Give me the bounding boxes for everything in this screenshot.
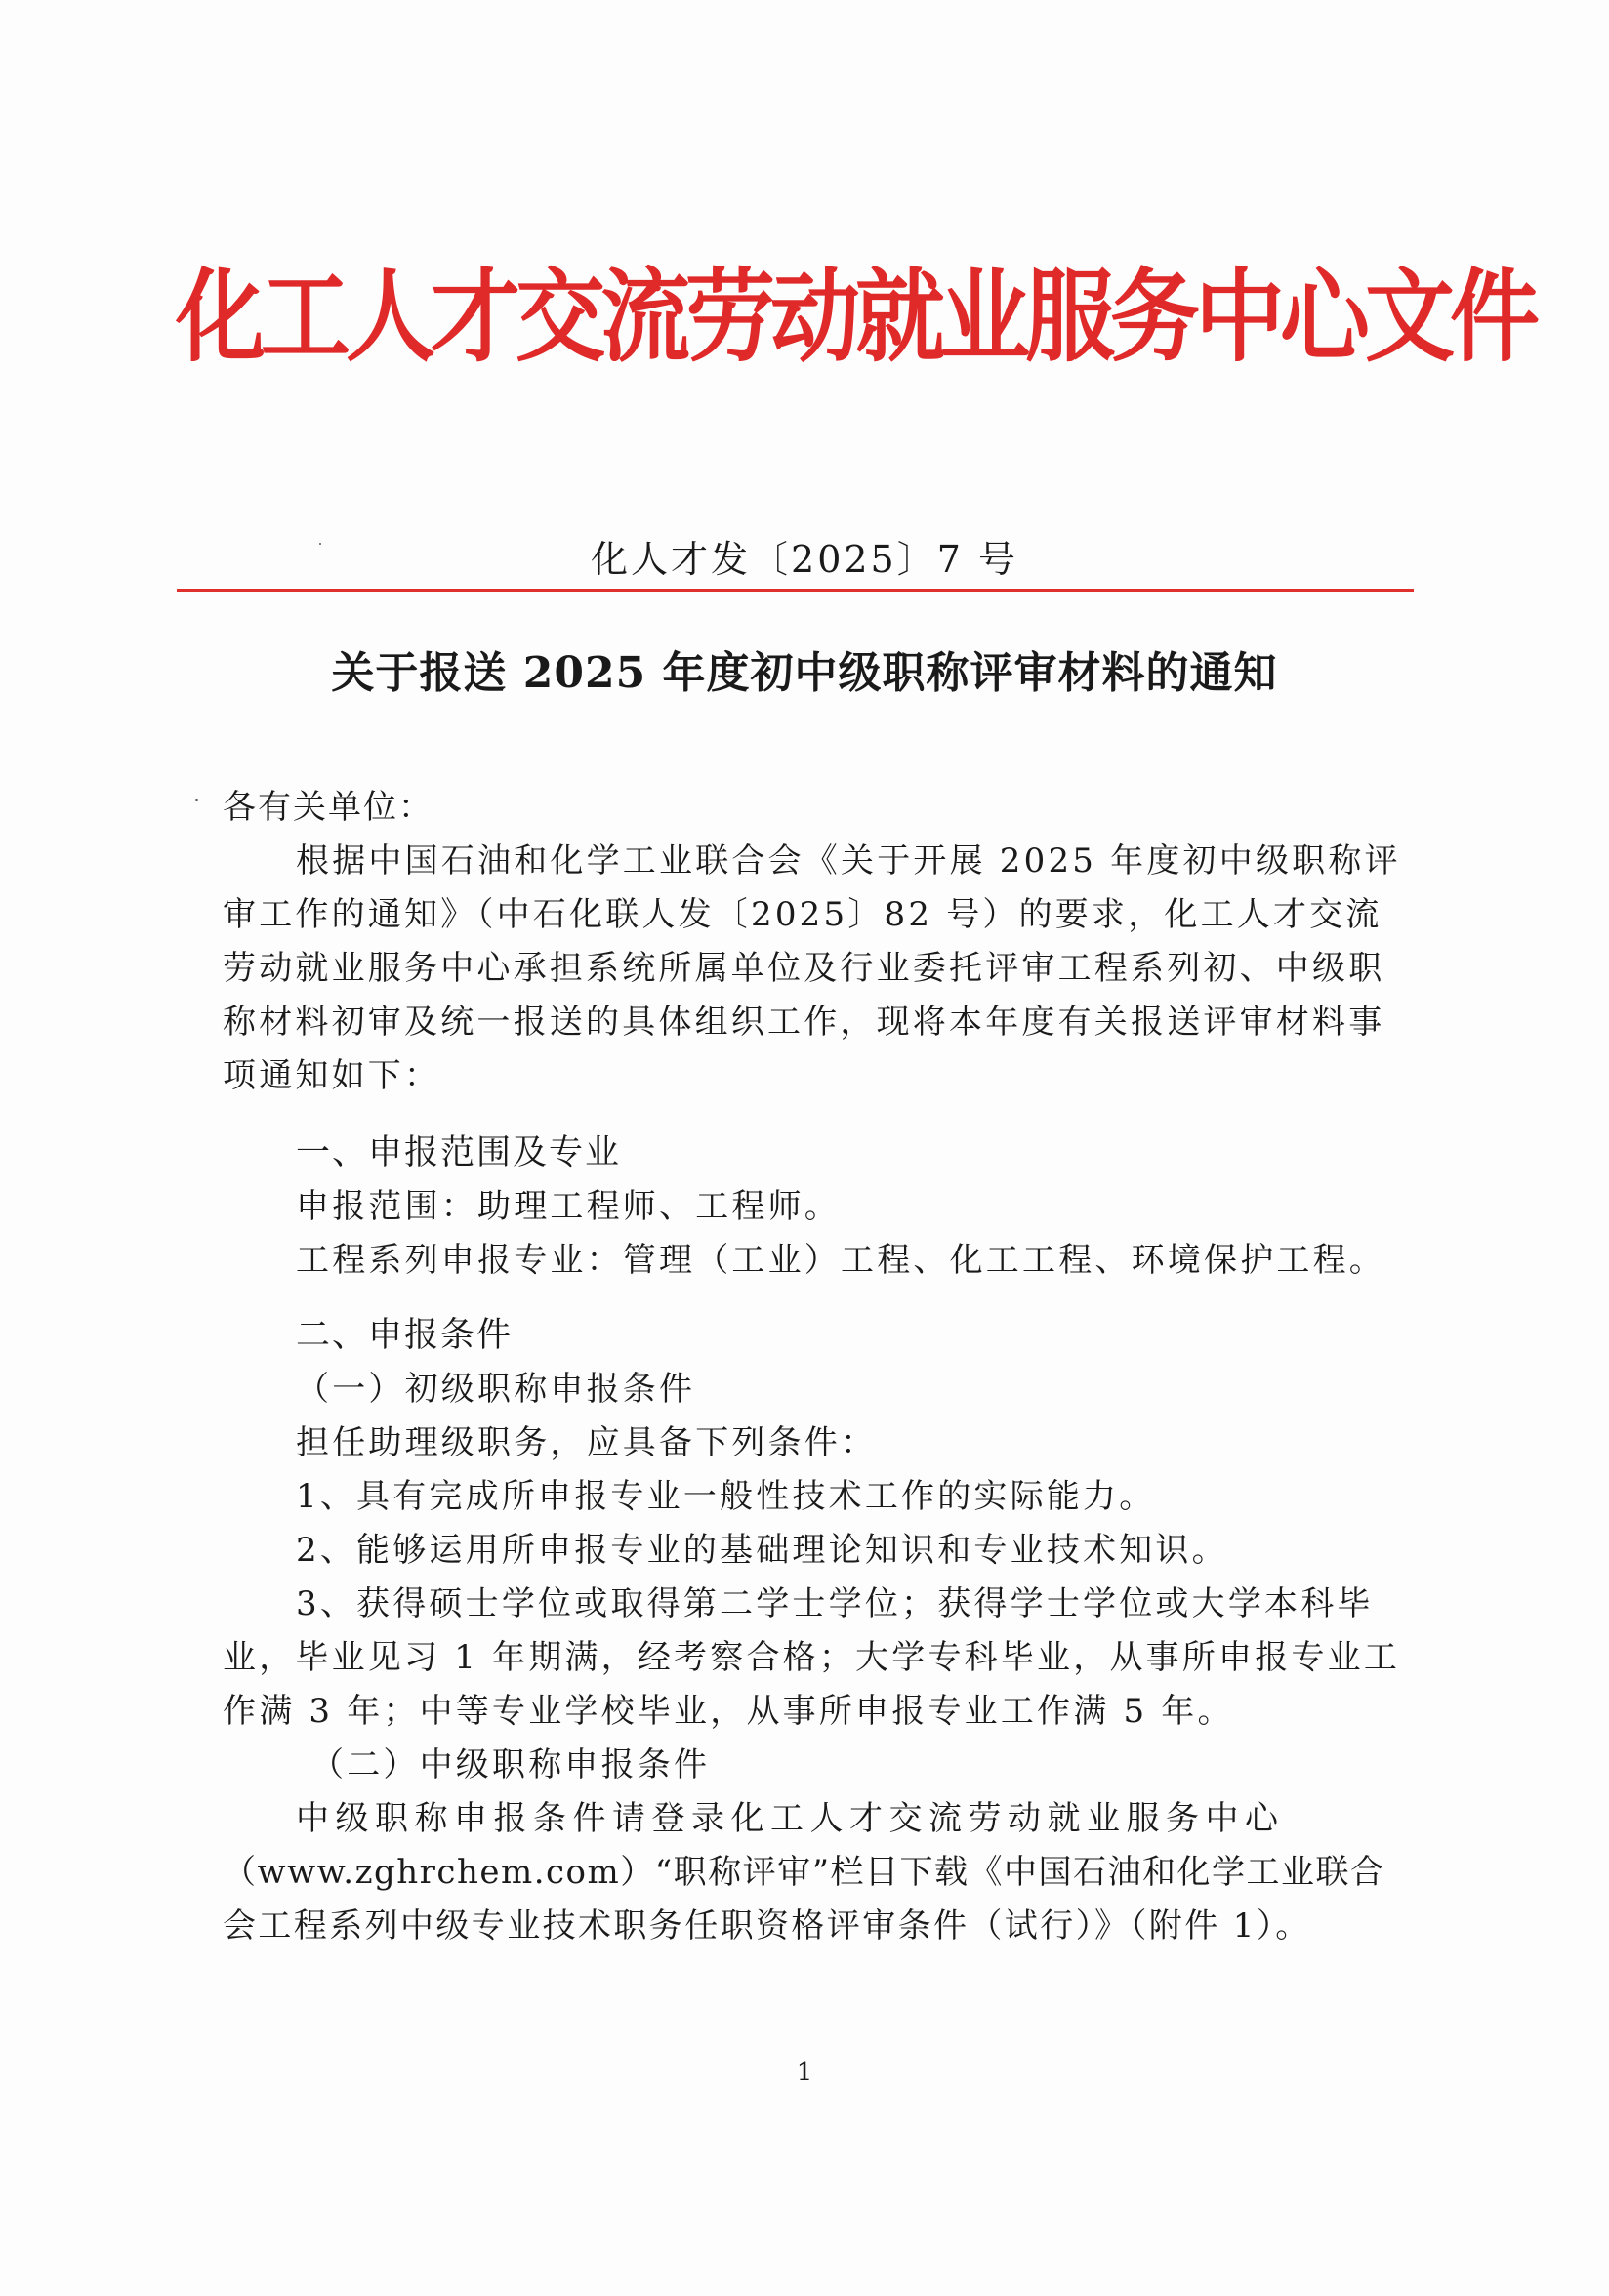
section-line: 工程系列申报专业：管理（工业）工程、化工工程、环境保护工程。	[296, 1241, 1385, 1280]
masthead-title: 化工人才交流劳动就业服务中心文件	[176, 258, 1536, 376]
section-line: 业，毕业见习 1 年期满，经考察合格；大学专科毕业，从事所申报专业工	[223, 1638, 1401, 1677]
red-divider-line	[177, 589, 1414, 592]
intro-line: 劳动就业服务中心承担系统所属单位及行业委托评审工程系列初、中级职	[223, 949, 1385, 988]
section-line: 作满 3 年；中等专业学校毕业，从事所申报专业工作满 5 年。	[223, 1692, 1234, 1731]
section-line: 申报范围：助理工程师、工程师。	[296, 1187, 841, 1226]
section-heading: 一、申报范围及专业	[296, 1133, 622, 1172]
document-number: 化人才发〔2025〕7 号	[591, 538, 1018, 581]
intro-line: 项通知如下：	[223, 1056, 441, 1095]
section-line: 3、获得硕士学位或取得第二学士学位；获得学士学位或大学本科毕	[296, 1584, 1374, 1623]
intro-line: 审工作的通知》（中石化联人发〔2025〕82 号）的要求，化工人才交流	[223, 895, 1382, 934]
section-line: 中级职称申报条件请登录化工人才交流劳动就业服务中心	[296, 1799, 1285, 1838]
section-line: 担任助理级职务，应具备下列条件：	[296, 1423, 878, 1462]
page-number: 1	[796, 2058, 813, 2087]
subsection-heading: （一）初级职称申报条件	[296, 1370, 696, 1409]
salutation: 各有关单位：	[223, 788, 433, 827]
section-line: 1、具有完成所申报专业一般性技术工作的实际能力。	[296, 1477, 1156, 1516]
section-line: 会工程系列中级专业技术职务任职资格评审条件（试行）》（附件 1）。	[223, 1906, 1311, 1946]
scan-speck	[319, 543, 321, 545]
intro-line: 根据中国石油和化学工业联合会《关于开展 2025 年度初中级职称评	[296, 841, 1401, 881]
section-line: 2、能够运用所申报专业的基础理论知识和专业技术知识。	[296, 1531, 1228, 1570]
section-heading: 二、申报条件	[296, 1316, 514, 1355]
notice-title: 关于报送 2025 年度初中级职称评审材料的通知	[331, 648, 1278, 698]
intro-line: 称材料初审及统一报送的具体组织工作，现将本年度有关报送评审材料事	[223, 1003, 1385, 1042]
section-line: （www.zghrchem.com）“职称评审”栏目下载《中国石油和化学工业联合	[223, 1853, 1385, 1892]
subsection-heading: （二）中级职称申报条件	[310, 1745, 711, 1784]
scan-speck	[195, 799, 198, 801]
